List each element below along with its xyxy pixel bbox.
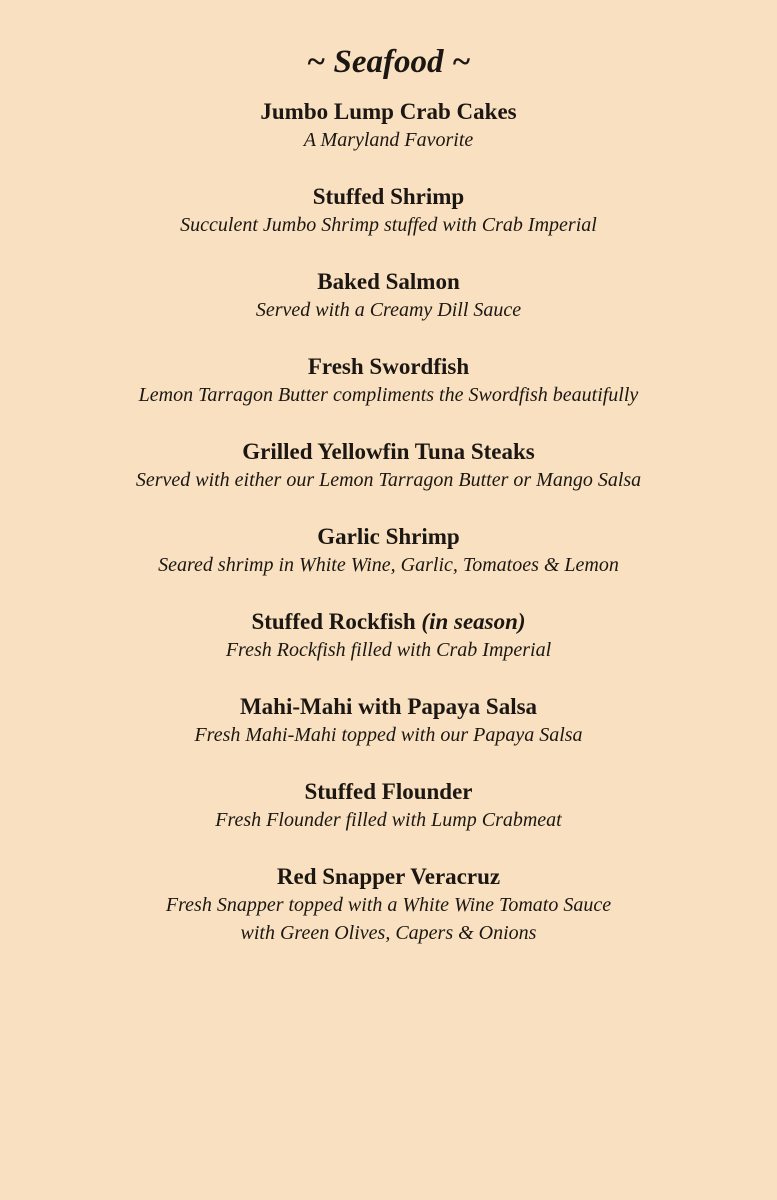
menu-item-name-text: Stuffed Rockfish — [251, 609, 416, 634]
menu-item-description: Fresh Flounder filled with Lump Crabmeat — [215, 809, 562, 831]
menu-item-name-text: Fresh Swordfish — [307, 354, 470, 379]
menu-item-name — [0, 523, 777, 551]
menu-item — [0, 608, 777, 664]
menu-item-name-text: Jumbo Lump Crab Cakes — [260, 99, 517, 124]
menu-item — [0, 353, 777, 409]
menu-item — [0, 523, 777, 579]
menu-item-description: Fresh Mahi-Mahi topped with our Papaya Salsa — [194, 724, 583, 746]
menu-item — [0, 183, 777, 239]
menu-item-description: with Green Olives, Capers & Onions — [240, 922, 537, 944]
menu-item-description: A Maryland Favorite — [303, 129, 474, 151]
menu-item-note: (in season) — [421, 609, 526, 634]
menu-item-name-text: Mahi-Mahi with Papaya Salsa — [239, 694, 538, 719]
menu-item-name — [0, 98, 777, 126]
menu-item-description: Lemon Tarragon Butter compliments the Swordfish beautifully — [138, 384, 639, 406]
menu-item-name-text: Baked Salmon — [317, 269, 460, 294]
menu-item-name-text: Red Snapper Veracruz — [276, 864, 501, 889]
menu-item-description: Fresh Rockfish filled with Crab Imperial — [225, 639, 552, 661]
menu-item-description: Succulent Jumbo Shrimp stuffed with Crab Imperial — [180, 214, 597, 236]
menu-item-description: Served with a Creamy Dill Sauce — [255, 299, 522, 321]
menu-item-description: Served with either our Lemon Tarragon Butter or Mango Salsa — [135, 469, 642, 491]
menu-item-list — [0, 98, 777, 947]
menu-item-name-text: Stuffed Flounder — [304, 779, 473, 804]
menu-item-name — [0, 353, 777, 381]
menu-item — [0, 693, 777, 749]
menu-item-description: Seared shrimp in White Wine, Garlic, Tomatoes & Lemon — [158, 554, 619, 576]
menu-item-name — [0, 268, 777, 296]
menu-item-name-text: Stuffed Shrimp — [312, 184, 465, 209]
menu-item — [0, 98, 777, 154]
menu-item — [0, 778, 777, 834]
menu-item-name — [0, 778, 777, 806]
menu-item — [0, 863, 777, 947]
menu-item-name — [0, 693, 777, 721]
menu-item-name-text: Grilled Yellowfin Tuna Steaks — [242, 439, 535, 464]
menu-section-title: ~ Seafood ~ — [306, 44, 471, 80]
menu-item-name-text: Garlic Shrimp — [317, 524, 460, 549]
menu-item-name — [0, 863, 777, 891]
menu-item — [0, 438, 777, 494]
menu-item-name — [0, 438, 777, 466]
menu-item-description: Fresh Snapper topped with a White Wine Tomato Sauce — [165, 894, 612, 916]
menu-item-name — [0, 183, 777, 211]
menu-item — [0, 268, 777, 324]
menu-item-name — [0, 608, 777, 636]
